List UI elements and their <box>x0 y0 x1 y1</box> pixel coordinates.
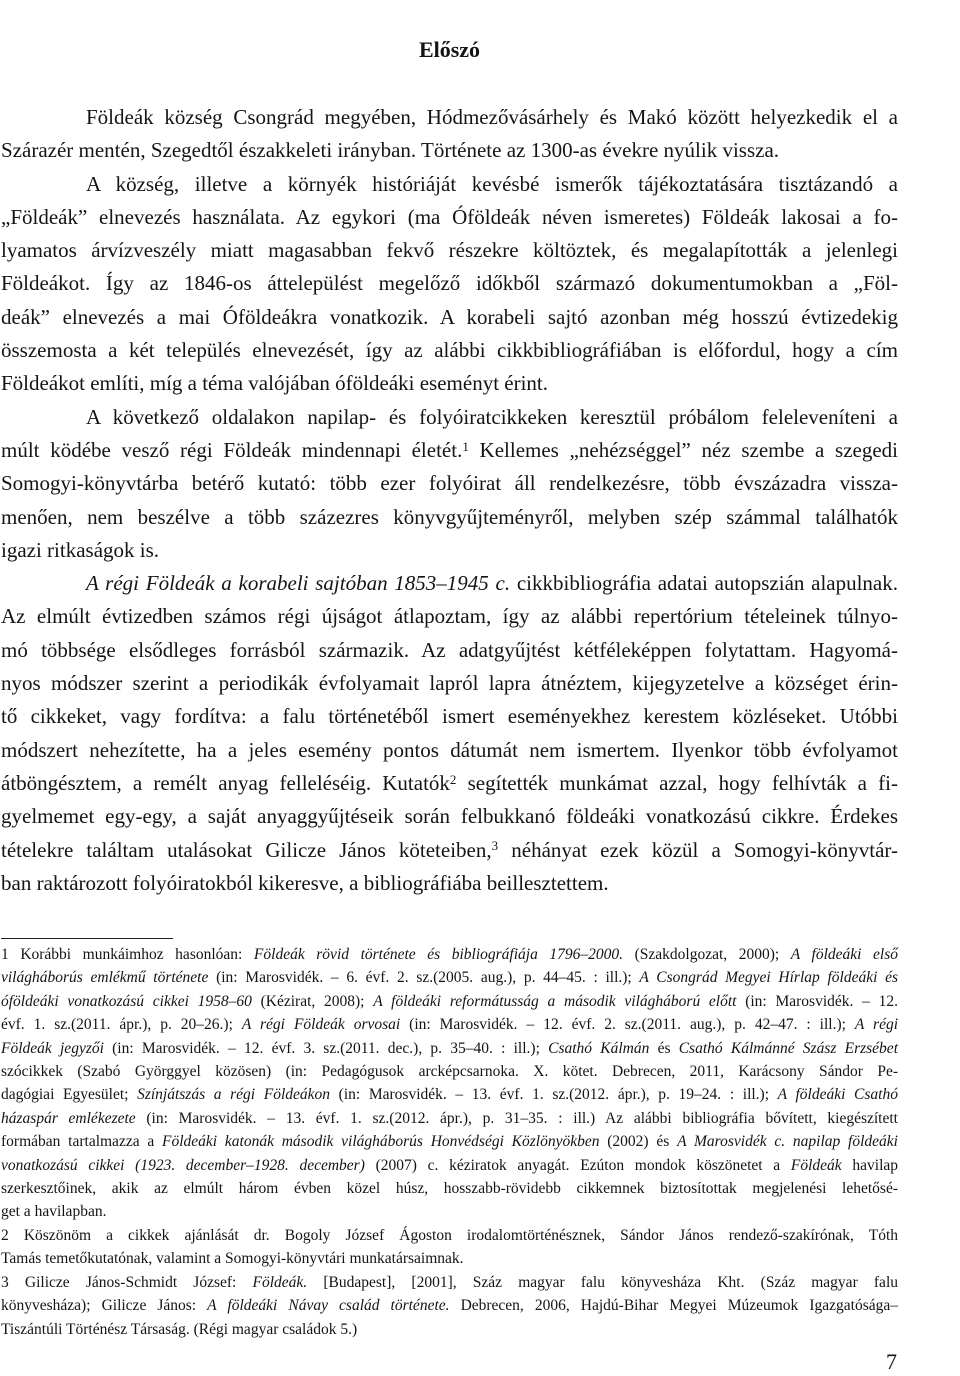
footnote-line <box>1 1177 898 1200</box>
text-run: Kellemes „nehézséggel” néz szembe a szegedi <box>468 437 898 462</box>
text-run: (Szakdolgozat, 2000); <box>623 946 791 963</box>
text-run: (in: Marosvidék. – 13. évf. 1. sz.(2012. ápr.), p. 19–24. : ill.); <box>330 1086 778 1104</box>
footnote-line <box>1 1013 898 1036</box>
italic-text: világháborús emlékmű története <box>1 969 209 987</box>
text-run: [Budapest], [2001], Száz magyar falu könyvesháza Kht. (Száz magyar falu <box>307 1273 898 1291</box>
footnote-line <box>1 1107 898 1130</box>
italic-text: A földeáki Návay család története. <box>207 1297 450 1315</box>
footnote-line <box>1 966 898 989</box>
footnote-line <box>1 1154 898 1177</box>
italic-text: házaspár emlékezete <box>1 1109 136 1127</box>
footnote-line <box>1 1037 898 1060</box>
footnote-line <box>1 1083 898 1106</box>
text-run: nyos módszer szerint a periodikák évfolyamait lapról lapra átnéztem, kijegyzetelve a községet érin- <box>1 671 898 696</box>
text-run: A község, illetve a környék históriáját kevésbé ismerők tájékoztatására tisztázandó a <box>86 171 898 196</box>
body-line <box>1 667 898 700</box>
italic-text: óföldeáki vonatkozású cikkei 1958–60 <box>1 992 252 1010</box>
body-line <box>1 467 898 500</box>
body-line <box>1 867 898 900</box>
body-line <box>1 534 898 567</box>
text-run: havilap <box>841 1156 899 1174</box>
text-run: (in: Marosvidék. – 12. évf. 3. sz.(2011. dec.), p. 35–40. : ill.); <box>103 1039 549 1057</box>
text-run: Somogyi-könyvtárba betérő kutató: több ezer folyóirat áll rendelkezésre, több évszázadra vissza- <box>1 471 898 496</box>
text-run: igazi ritkaságok is. <box>1 537 160 562</box>
text-run: Földeákot említi, míg a téma valójában óföldeáki eseményt érint. <box>1 371 549 396</box>
text-run: Szárazér mentén, Szegedtől északkeleti irányban. Története az 1300-as évekre nyúlik vissza. <box>1 138 780 163</box>
body-line <box>1 634 898 667</box>
page-title: Előszó <box>418 37 481 62</box>
text-run: segítették munkámat azzal, hogy felhívták a fi- <box>456 770 898 795</box>
text-run: átböngésztem, a remélt anyag felleléséig. Kutatók <box>1 770 450 795</box>
text-run: 1 Korábbi munkáimhoz hasonlóan: <box>1 946 254 963</box>
italic-text: A Csongrád Megyei Hírlap földeáki és <box>639 969 898 987</box>
body-line <box>1 567 898 600</box>
body-line <box>1 267 898 300</box>
body-line <box>1 101 898 134</box>
text-run: gyelmemet egy-egy, a saját anyaggyűjtéseik során felbukkanó földeáki vonatkozású cikkre. Érdekes <box>1 804 898 829</box>
italic-text: A régi Földeák a korabeli sajtóban 1853–1945 c. <box>86 571 511 596</box>
italic-text: A földeáki első <box>790 946 899 963</box>
footnote-line <box>1 1294 898 1317</box>
footnote-line <box>1 1060 898 1083</box>
text-run: Földeákot. Így az 1846-os áttelepülést megelőző időkből származó dokumentumokban a „Föl- <box>1 271 898 296</box>
italic-text: Földeák jegyzői <box>1 1039 104 1057</box>
footnote-reference: 1 <box>462 438 469 454</box>
body-line <box>1 301 898 334</box>
text-run: (in: Marosvidék. – 6. évf. 2. sz.(2005. aug.), p. 44–45. : ill.); <box>208 969 640 987</box>
text-run: (Kézirat, 2008); <box>251 992 374 1010</box>
text-run: 2 Köszönöm a cikkek ajánlását dr. Bogoly József Ágoston irodalomtörténésznek, Sándor János rendező-szakírónak, Tóth <box>1 1226 898 1244</box>
text-run: módszert nehezítette, ha a jeles esemény pontos dátumát nem ismertem. Ilyenkor több évfolyamot <box>1 737 898 762</box>
text-run: get a havilapban. <box>1 1203 107 1221</box>
footnote-separator <box>1 938 173 939</box>
text-run: tő cikkeket, vagy fordítva: a falu történetéből ismert eseményekhez kerestem közléseket. Utóbbi <box>1 704 898 729</box>
text-run: dagógiai Egyesület; <box>1 1086 138 1104</box>
body-line <box>1 734 898 767</box>
body-line <box>1 434 898 467</box>
body-line <box>1 834 898 867</box>
text-run: (in: Marosvidék. – 12. <box>736 992 898 1010</box>
footnote-line <box>1 1224 898 1247</box>
text-run: múlt ködébe vesző régi Földeák mindennapi életét. <box>1 437 463 462</box>
text-run: (2002) és <box>599 1133 678 1151</box>
footnote-reference: 2 <box>449 771 457 787</box>
text-run: és <box>649 1039 679 1057</box>
body-line <box>1 401 898 434</box>
page-number: 7 <box>886 1349 897 1374</box>
footnote-line <box>1 943 898 966</box>
body-line <box>1 767 898 800</box>
footnote-line <box>1 990 898 1013</box>
text-run: deák” elnevezés a mai Óföldeákra vonatkozik. A korabeli sajtó azonban még hosszú évtizedekig <box>1 304 898 329</box>
body-line <box>1 501 898 534</box>
footnotes <box>1 943 898 1341</box>
text-run: összemosta a két település elnevezését, így az alábbi cikkbibliográfiában is előfordul, hogy a cím <box>1 338 898 363</box>
body-line <box>1 367 898 400</box>
footnote-line <box>1 1200 898 1223</box>
italic-text: Földeáki katonák második világháborús Honvédségi Közlönyökben <box>162 1133 600 1151</box>
italic-text: Földeák <box>790 1156 842 1174</box>
text-run: mó többsége elsődleges forrásból származik. Az adatgyűjtést kétféleképpen folytattam. Hagyomá- <box>1 637 898 662</box>
footnote-line <box>1 1130 898 1153</box>
body-line <box>1 600 898 633</box>
text-run: ban raktározott folyóiratokból kikeresve, a bibliográfiába beillesztettem. <box>1 870 609 895</box>
italic-text: Földeák rövid története és bibliográfiája 1796–2000. <box>253 946 624 963</box>
italic-text: Földeák. <box>252 1273 308 1291</box>
text-run: (2007) c. kéziratok anyagát. Ezúton mondok köszönetet a <box>364 1156 791 1174</box>
body-line <box>1 168 898 201</box>
text-run: (in: Marosvidék. – 12. évf. 2. sz.(2011. aug.), p. 42–47. : ill.); <box>400 1016 855 1034</box>
italic-text: A földeáki reformátusság a második világháború előtt <box>373 992 737 1010</box>
footnote-line <box>1 1247 898 1270</box>
text-run: könyvesháza); Gilicze János: <box>1 1297 208 1315</box>
italic-text: Színjátszás a régi Földeákon <box>137 1086 331 1104</box>
italic-text: A földeáki Csathó <box>777 1086 898 1104</box>
italic-text: Csathó Kálmánné Szász Erzsébet <box>678 1039 898 1057</box>
main-text <box>1 101 898 900</box>
text-run: menően, nem beszélve a több százezres könyvgyűjteményről, melyben szép számmal találhatók <box>1 504 898 529</box>
body-line <box>1 134 898 167</box>
footnote-reference: 3 <box>491 838 499 854</box>
italic-text: vonatkozású cikkei (1923. december–1928. december) <box>1 1156 365 1174</box>
text-run: A következő oldalakon napilap- és folyóiratcikkeken keresztül próbálom feleleveníteni a <box>86 404 898 429</box>
text-run: szócikkek (Szabó Györggyel közösen) (in: Pedagógusok arcképcsarnoka. X. kötet. Debrecen, 2011, Karácsony Sándor Pe- <box>1 1063 898 1081</box>
italic-text: A Marosvidék c. napilap földeáki <box>677 1133 898 1151</box>
italic-text: A régi <box>854 1016 899 1034</box>
body-line <box>1 800 898 833</box>
text-run: Az elmúlt évtizedben számos régi újságot átlapoztam, így az alábbi repertórium tételeinek túlnyo- <box>1 604 898 629</box>
italic-text: A régi Földeák orvosai <box>241 1016 401 1034</box>
body-line <box>1 234 898 267</box>
italic-text: Csathó Kálmán <box>548 1039 650 1057</box>
text-run: évf. 1. sz.(2011. ápr.), p. 20–26.); <box>1 1016 242 1034</box>
footnote-line <box>1 1318 898 1341</box>
text-run: „Földeák” elnevezés használata. Az egykori (ma Óföldeák néven ismeretes) Földeák lakosai a fo- <box>1 204 898 229</box>
body-line <box>1 201 898 234</box>
text-run: Debrecen, 2006, Hajdú-Bihar Megyei Múzeumok Igazgatósága– <box>449 1297 898 1315</box>
text-run: szerkesztőinek, akik az elmúlt három évben közel húsz, hosszabb-rövidebb cikkemnek biztosítottak megjelenési lehetősé- <box>1 1180 898 1198</box>
text-run: Tamás temetőkutatónak, valamint a Somogyi-könyvtári munkatársaimnak. <box>1 1250 464 1268</box>
text-run: (in: Marosvidék. – 13. évf. 1. sz.(2012. ápr.), p. 31–35. : ill.) Az alábbi bibliográfia bővített, kiegészített <box>135 1109 898 1127</box>
footnote-line <box>1 1271 898 1294</box>
text-run: Földeák község Csongrád megyében, Hódmezővásárhely és Makó között helyezkedik el a <box>86 105 898 129</box>
text-run: lyamatos árvízveszély miatt magasabban fekvő részekre költöztek, és megalapították a jelenlegi <box>1 238 898 263</box>
text-run: 3 Gilicze János-Schmidt József: <box>1 1273 253 1291</box>
text-run: cikkbibliográfia adatai autopszián alapulnak. <box>510 571 898 596</box>
text-run: Tiszántúli Történész Társaság. (Régi magyar családok 5.) <box>1 1320 358 1338</box>
text-run: néhányat ezek közül a Somogyi-könyvtár- <box>498 837 898 862</box>
body-line <box>1 700 898 733</box>
text-run: formában tartalmazza a <box>1 1133 163 1151</box>
body-line <box>1 334 898 367</box>
text-run: tételekre találtam utalásokat Gilicze János köteteiben, <box>1 837 492 862</box>
